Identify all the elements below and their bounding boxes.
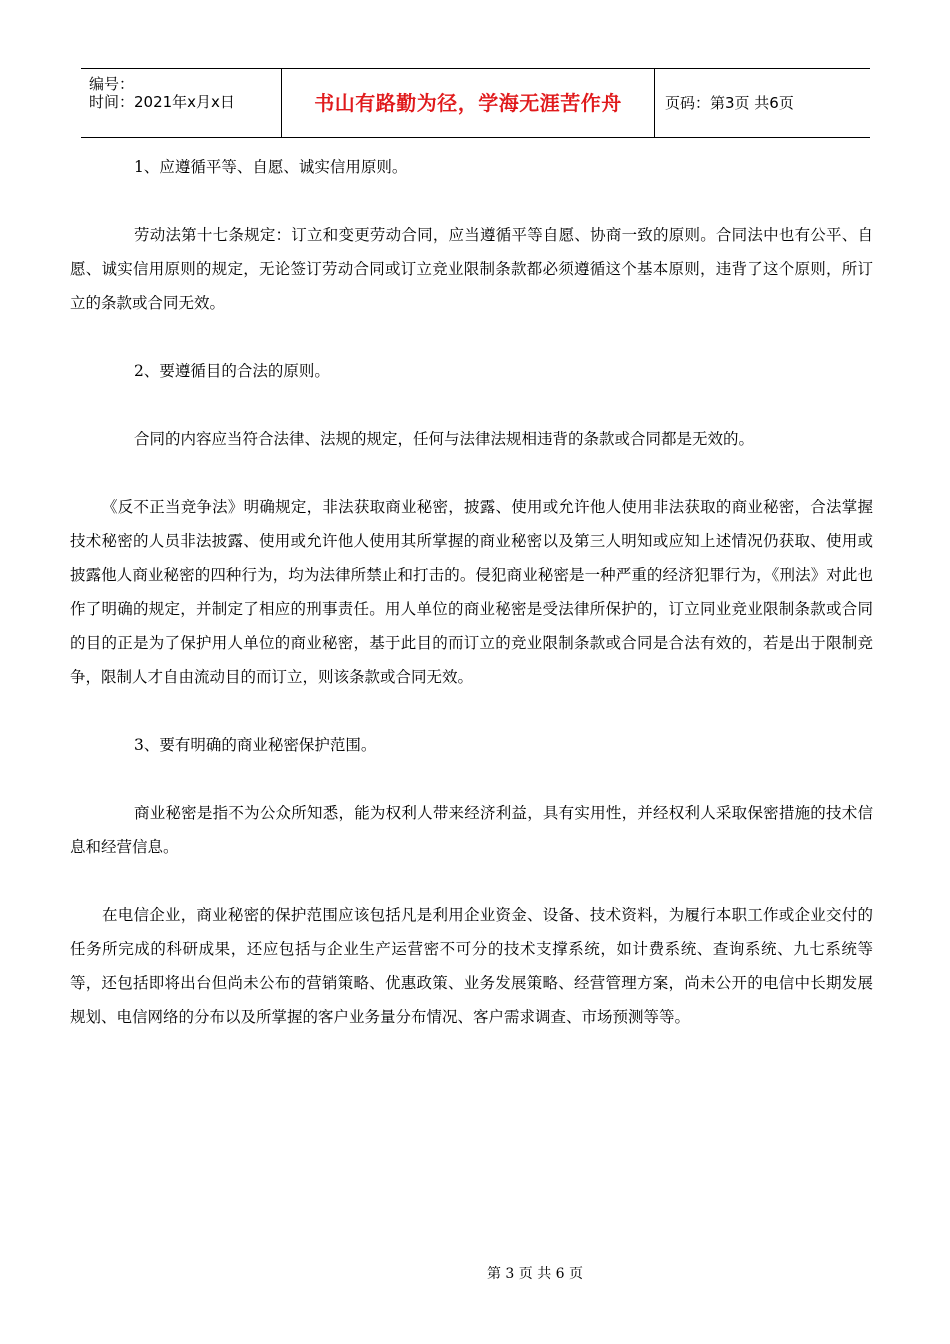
section-heading-3: 3、要有明确的商业秘密保护范围。	[134, 736, 377, 754]
header-motto: 书山有路勤为径，学海无涯苦作舟	[282, 69, 655, 137]
document-body	[70, 150, 873, 1034]
body-paragraph: 商业秘密是指不为公众所知悉，能为权利人带来经济利益，具有实用性，并经权利人采取保密措施的技术信息和经营信息。	[70, 804, 873, 856]
body-paragraph: 在电信企业，商业秘密的保护范围应该包括凡是利用企业资金、设备、技术资料，为履行本职工作或企业交付的任务所完成的科研成果，还应包括与企业生产运营密不可分的技术支撑系统，如计费系统、查询系统、九七系统等等，还包括即将出台但尚未公布的营销策略、优惠政策、业务发展策略、经营管理方案，尚未公开的电信中长期发展规划、电信网络的分布以及所掌握的客户业务量分布情况、客户需求调查、市场预测等等。	[70, 906, 873, 1026]
document-time-label: 时间：2021年x月x日	[89, 93, 235, 111]
body-paragraph: 合同的内容应当符合法律、法规的规定，任何与法律法规相违背的条款或合同都是无效的。	[134, 430, 755, 448]
header-page-number: 页码：第3页 共6页	[665, 94, 794, 112]
page-footer: 第 3 页 共 6 页	[486, 1266, 584, 1282]
document-number-label: 编号：	[89, 75, 135, 93]
header-meta	[81, 69, 282, 137]
section-heading-1: 1、应遵循平等、自愿、诚实信用原则。	[134, 158, 408, 176]
section-heading-2: 2、要遵循目的合法的原则。	[134, 362, 330, 380]
body-paragraph: 劳动法第十七条规定：订立和变更劳动合同，应当遵循平等自愿、协商一致的原则。合同法中也有公平、自愿、诚实信用原则的规定，无论签订劳动合同或订立竞业限制条款都必须遵循这个基本原则，违背了这个原则，所订立的条款或合同无效。	[70, 226, 873, 312]
body-paragraph: 《反不正当竞争法》明确规定，非法获取商业秘密，披露、使用或允许他人使用非法获取的商业秘密，合法掌握技术秘密的人员非法披露、使用或允许他人使用其所掌握的商业秘密以及第三人明知或应知上述情况仍获取、使用或披露他人商业秘密的四种行为，均为法律所禁止和打击的。侵犯商业秘密是一种严重的经济犯罪行为，《刑法》对此也作了明确的规定，并制定了相应的刑事责任。用人单位的商业秘密是受法律所保护的，订立同业竞业限制条款或合同的目的正是为了保护用人单位的商业秘密，基于此目的而订立的竞业限制条款或合同是合法有效的，若是出于限制竞争，限制人才自由流动目的而订立，则该条款或合同无效。	[70, 498, 873, 686]
page-header	[81, 68, 870, 138]
